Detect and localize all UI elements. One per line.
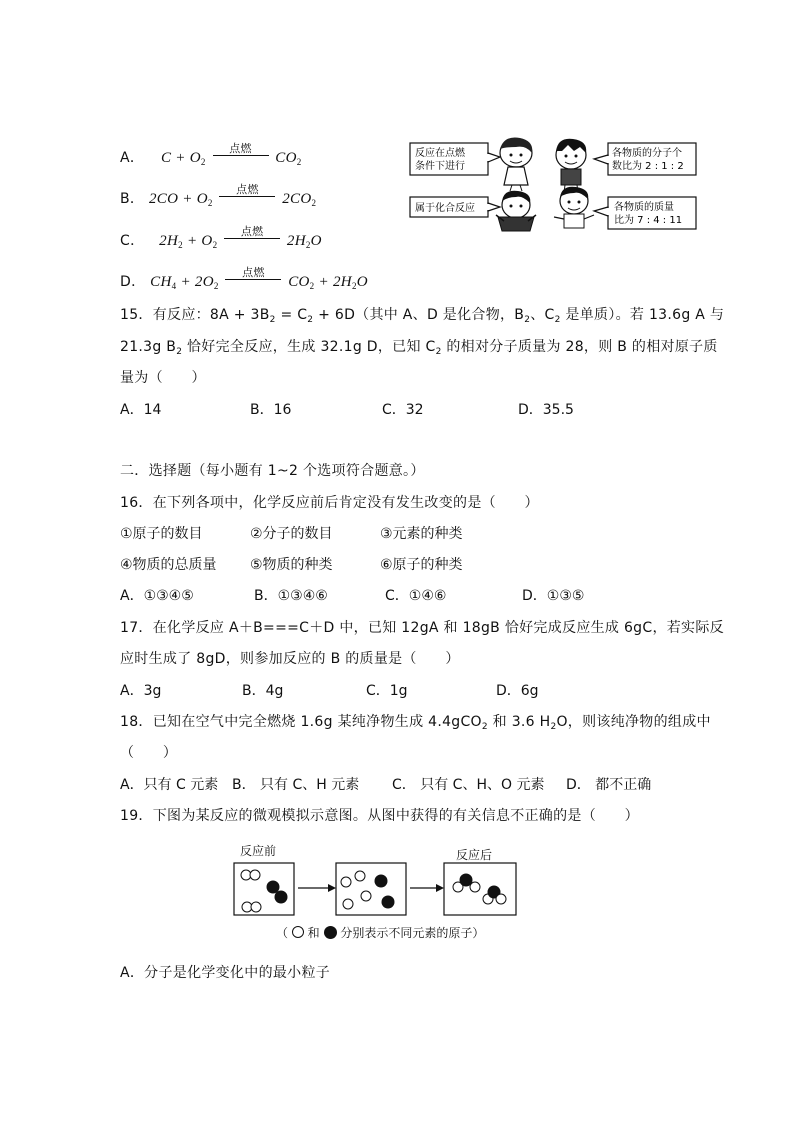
bubble-2-line2: 数比为 2 : 1 : 2: [612, 161, 684, 172]
bubble-1-line1: 反应在点燃: [415, 148, 465, 159]
q14-option-c[interactable]: C． $2H_2 + O_2$ 点燃 $2H_2O$: [120, 225, 322, 250]
diagram-caption: （ 和 分别表示不同元素的原子）: [276, 926, 485, 940]
q17-option-d[interactable]: D．6g: [496, 683, 539, 699]
boy-cartoon-icon: [556, 139, 586, 193]
label-after: 反应后: [456, 848, 493, 862]
q15-option-b[interactable]: B．16: [250, 402, 292, 418]
q17-stem-line2: 应时生成了 8gD，则参加反应的 B 的质量是（ ）: [120, 651, 460, 667]
label-before: 反应前: [240, 844, 277, 858]
q18-option-a[interactable]: A．只有 C 元素: [120, 777, 219, 793]
q16-item-1: ①原子的数目: [120, 526, 203, 542]
q15-stem-line1: 15．有反应：$8A + 3B_2 = C_2 + 6D$（其中 A、D 是化合物，$B_2$、$C_2$ 是单质）。若 13.6g A 与: [120, 307, 725, 325]
q18-stem-line1: 18．已知在空气中完全燃烧 1.6g 某纯净物生成 4.4gCO$_2$ 和 3.6 $H_2O$，则该纯净物的组成中: [120, 714, 711, 732]
q17-option-a[interactable]: A．3g: [120, 683, 162, 699]
boy-cartoon-icon: [496, 191, 536, 231]
q18-option-c[interactable]: C． 只有 C、H、O 元素: [392, 777, 545, 793]
bubble-4-line1: 各物质的质量: [614, 202, 674, 213]
q14-option-d[interactable]: D． $CH_4 + 2O_2$ 点燃 $CO_2 + 2H_2O$: [120, 266, 368, 291]
q17-option-c[interactable]: C．1g: [366, 683, 408, 699]
q15-option-d[interactable]: D．35.5: [518, 402, 574, 418]
q18-stem-line2: （ ）: [120, 745, 178, 761]
q14-option-a[interactable]: A． $C + O_2$ 点燃 $CO_2$: [120, 142, 302, 167]
bubble-2-line1: 各物质的分子个: [612, 148, 682, 159]
bubble-1-line2: 条件下进行: [415, 161, 465, 172]
q14-cartoon-figure: [408, 135, 700, 235]
q17-option-b[interactable]: B．4g: [242, 683, 284, 699]
q16-item-3: ③元素的种类: [380, 526, 463, 542]
q15-stem-line3: 量为（ ）: [120, 370, 206, 386]
black-atom-icon: [324, 926, 337, 939]
q19-option-a[interactable]: A．分子是化学变化中的最小粒子: [120, 965, 331, 981]
speech-bubble-4: [594, 197, 696, 229]
speech-bubble-1: [410, 143, 500, 175]
q16-item-6: ⑥原子的种类: [380, 557, 463, 573]
q15-option-c[interactable]: C．32: [382, 402, 424, 418]
q16-option-a[interactable]: A．①③④⑤: [120, 588, 194, 604]
q16-item-5: ⑤物质的种类: [250, 557, 333, 573]
q15-stem-line2: 21.3g $B_2$ 恰好完全反应，生成 32.1g D，已知 $C_2$ 的相对分子质量为 28，则 B 的相对原子质: [120, 339, 718, 357]
q19-stem: 19．下图为某反应的微观模拟示意图。从图中获得的有关信息不正确的是（ ）: [120, 808, 639, 824]
reaction-condition: 点燃: [219, 187, 275, 201]
white-atom-icon: [292, 926, 304, 938]
speech-bubble-2: [594, 143, 696, 175]
section-heading: 二．选择题（每小题有 1~2 个选项符合题意。）: [120, 463, 425, 479]
q16-item-4: ④物质的总质量: [120, 557, 217, 573]
reaction-condition: 点燃: [225, 270, 281, 284]
q14-option-b[interactable]: B． $2CO + O_2$ 点燃 $2CO_2$: [120, 183, 317, 208]
q16-item-2: ②分子的数目: [250, 526, 333, 542]
speech-bubble-3: [410, 197, 500, 217]
boy-cartoon-icon: [554, 187, 594, 228]
q18-option-d[interactable]: D． 都不正确: [566, 777, 652, 793]
q16-stem: 16．在下列各项中，化学反应前后肯定没有发生改变的是（ ）: [120, 495, 539, 511]
q15-option-a[interactable]: A．14: [120, 402, 162, 418]
q17-stem-line1: 17．在化学反应 A＋B===C＋D 中，已知 12gA 和 18gB 恰好完成反应生成 6gC，若实际反: [120, 620, 724, 636]
q16-option-d[interactable]: D．①③⑤: [522, 588, 585, 604]
reaction-condition: 点燃: [213, 146, 269, 160]
reaction-condition: 点燃: [224, 229, 280, 243]
q18-option-b[interactable]: B． 只有 C、H 元素: [232, 777, 360, 793]
bubble-4-line2: 比为 7 : 4 : 11: [614, 215, 683, 226]
bubble-3-text: 属于化合反应: [415, 203, 475, 214]
girl-cartoon-icon: [500, 137, 532, 191]
q16-option-c[interactable]: C．①④⑥: [385, 588, 447, 604]
q16-option-b[interactable]: B．①③④⑥: [254, 588, 328, 604]
